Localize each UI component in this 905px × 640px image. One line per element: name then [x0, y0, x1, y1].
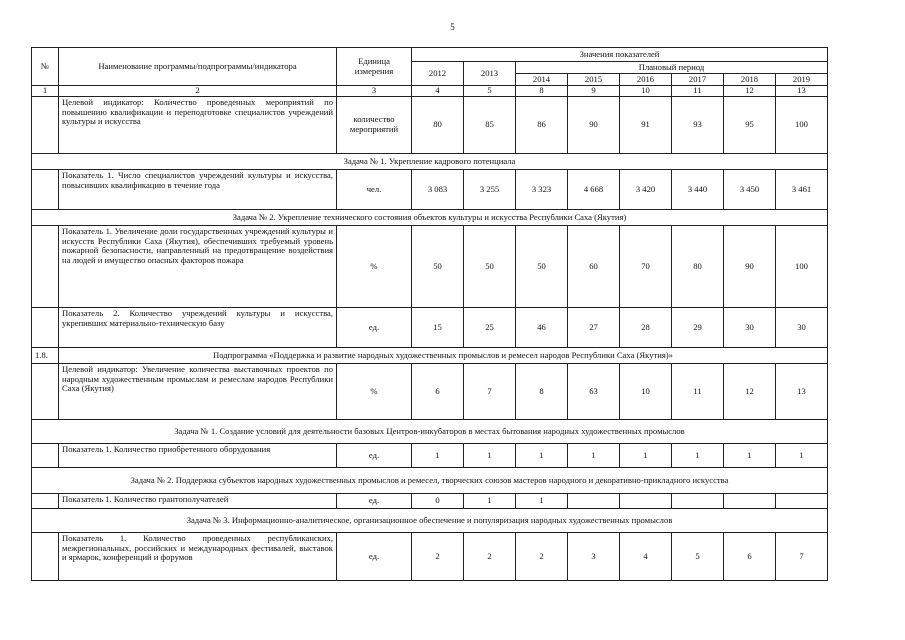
indicator-name: Показатель 1. Количество проведенных республиканских, межрегиональных, российских и международных фестивалей, выставок и ярмарок, конференций и форумов: [59, 533, 337, 581]
task-row: [32, 210, 828, 226]
subprogram-row: [32, 348, 828, 364]
row-number: [32, 533, 59, 581]
row-number: [32, 444, 59, 468]
indicator-row: [32, 97, 828, 154]
indicator-value: 15: [412, 308, 464, 348]
task-row: [32, 468, 828, 494]
indicator-value: 1: [568, 444, 620, 468]
indicator-value: 1: [516, 494, 568, 509]
col-number: 11: [672, 86, 724, 97]
indicator-row: [32, 444, 828, 468]
col-number: 1: [32, 86, 59, 97]
indicator-value: 6: [412, 364, 464, 420]
indicator-value: 8: [516, 364, 568, 420]
indicator-value: 11: [672, 364, 724, 420]
indicator-value: 95: [724, 97, 776, 154]
indicator-name: Показатель 1. Количество приобретенного оборудования: [59, 444, 337, 468]
header-unit: Единица измерения: [337, 48, 412, 86]
header-planned: Плановый период: [516, 62, 828, 74]
indicator-name: Показатель 1. Увеличение доли государственных учреждений культуры и искусств Республики Саха (Якутия), обеспечивших требуемый уровень пожарной безопасности, направленный на предотвращение воздействия на людей и имущество опасных факторов пожара: [59, 226, 337, 308]
col-number: 8: [516, 86, 568, 97]
header-year: 2017: [672, 74, 724, 86]
indicator-value: 4 668: [568, 170, 620, 210]
indicator-unit: ед.: [337, 308, 412, 348]
indicator-value: 10: [620, 364, 672, 420]
indicator-value: 50: [516, 226, 568, 308]
col-number: 10: [620, 86, 672, 97]
indicator-value: 28: [620, 308, 672, 348]
indicator-value: 27: [568, 308, 620, 348]
indicator-value: 80: [412, 97, 464, 154]
indicator-value: 63: [568, 364, 620, 420]
indicator-value: 13: [776, 364, 828, 420]
indicator-value: 100: [776, 97, 828, 154]
indicator-value: [620, 494, 672, 509]
indicator-value: 85: [464, 97, 516, 154]
indicator-value: 1: [776, 444, 828, 468]
task-title: Задача № 2. Укрепление технического состояния объектов культуры и искусства Республики Саха (Якутия): [32, 210, 828, 226]
indicator-value: 3: [568, 533, 620, 581]
indicator-row: [32, 364, 828, 420]
indicator-value: 60: [568, 226, 620, 308]
indicator-value: 1: [464, 494, 516, 509]
indicator-value: 25: [464, 308, 516, 348]
row-number: [32, 494, 59, 509]
header-year: 2018: [724, 74, 776, 86]
row-number: [32, 170, 59, 210]
col-number: 12: [724, 86, 776, 97]
subprogram-title: Подпрограмма «Поддержка и развитие народных художественных промыслов и ремесел народов Республики Саха (Якутия)»: [59, 348, 828, 364]
task-row: [32, 154, 828, 170]
indicator-row: [32, 226, 828, 308]
indicator-value: 93: [672, 97, 724, 154]
indicator-value: 3 255: [464, 170, 516, 210]
indicator-value: 0: [412, 494, 464, 509]
header-year: 2014: [516, 74, 568, 86]
indicator-value: 2: [516, 533, 568, 581]
indicator-value: 7: [776, 533, 828, 581]
indicator-name: Целевой индикатор: Количество проведенных мероприятий по повышению квалификации и переподготовке специалистов учреждений культуры и искусства: [59, 97, 337, 154]
col-number: 3: [337, 86, 412, 97]
indicator-value: 1: [412, 444, 464, 468]
indicator-value: 3 461: [776, 170, 828, 210]
header-num: №: [32, 48, 59, 86]
indicator-value: 50: [412, 226, 464, 308]
header-name: Наименование программы/подпрограммы/индикатора: [59, 48, 337, 86]
indicator-value: 3 083: [412, 170, 464, 210]
page-number: 5: [450, 22, 455, 32]
indicator-value: [568, 494, 620, 509]
indicator-value: 90: [724, 226, 776, 308]
indicator-value: [672, 494, 724, 509]
indicator-value: 29: [672, 308, 724, 348]
header-year: 2016: [620, 74, 672, 86]
indicator-value: 2: [464, 533, 516, 581]
indicator-value: 70: [620, 226, 672, 308]
task-title: Задача № 1. Укрепление кадрового потенциала: [32, 154, 828, 170]
col-number: 13: [776, 86, 828, 97]
row-number: [32, 308, 59, 348]
indicator-name: Целевой индикатор: Увеличение количества выставочных проектов по народным художественным промыслам и ремеслам народов Республики Саха (Якутия): [59, 364, 337, 420]
header-values: Значения показателей: [412, 48, 828, 62]
task-title: Задача № 3. Информационно-аналитическое, организационное обеспечение и популяризация народных художественных промыслов: [32, 509, 828, 533]
indicator-value: 30: [776, 308, 828, 348]
indicator-unit: ед.: [337, 494, 412, 509]
indicator-value: 100: [776, 226, 828, 308]
indicator-value: 1: [724, 444, 776, 468]
row-number: [32, 364, 59, 420]
row-number: [32, 97, 59, 154]
indicator-value: 50: [464, 226, 516, 308]
indicator-value: 3 323: [516, 170, 568, 210]
col-number: 5: [464, 86, 516, 97]
indicator-unit: чел.: [337, 170, 412, 210]
indicator-unit: ед.: [337, 444, 412, 468]
indicator-name: Показатель 1. Количество грантополучателей: [59, 494, 337, 509]
indicator-value: 86: [516, 97, 568, 154]
indicator-unit: %: [337, 226, 412, 308]
indicator-value: 12: [724, 364, 776, 420]
col-number: 9: [568, 86, 620, 97]
indicator-row: [32, 494, 828, 509]
indicator-name: Показатель 2. Количество учреждений культуры и искусства, укрепивших материально-техническую базу: [59, 308, 337, 348]
header-year: 2013: [464, 62, 516, 86]
indicator-value: 4: [620, 533, 672, 581]
indicator-value: 91: [620, 97, 672, 154]
row-number: 1.8.: [32, 348, 59, 364]
indicator-unit: количество мероприятий: [337, 97, 412, 154]
indicator-value: 3 450: [724, 170, 776, 210]
indicator-value: [724, 494, 776, 509]
indicator-value: 6: [724, 533, 776, 581]
indicator-value: 3 420: [620, 170, 672, 210]
indicator-value: 5: [672, 533, 724, 581]
task-title: Задача № 1. Создание условий для деятельности базовых Центров-инкубаторов в местах бытования народных художественных промыслов: [32, 420, 828, 444]
indicator-row: [32, 170, 828, 210]
col-number: 2: [59, 86, 337, 97]
indicators-table: [31, 47, 828, 581]
task-title: Задача № 2. Поддержка субъектов народных художественных промыслов и ремесел, творческих союзов мастеров народного и декоративно-прикладного искусства: [32, 468, 828, 494]
col-number: 4: [412, 86, 464, 97]
header-year: 2012: [412, 62, 464, 86]
indicator-unit: ед.: [337, 533, 412, 581]
indicator-value: 1: [516, 444, 568, 468]
indicator-value: 3 440: [672, 170, 724, 210]
indicator-value: 46: [516, 308, 568, 348]
indicator-value: 1: [464, 444, 516, 468]
indicator-name: Показатель 1. Число специалистов учреждений культуры и искусства, повысивших квалификацию в течение года: [59, 170, 337, 210]
indicator-row: [32, 308, 828, 348]
indicator-value: 7: [464, 364, 516, 420]
header-year: 2019: [776, 74, 828, 86]
indicator-value: 2: [412, 533, 464, 581]
indicator-unit: %: [337, 364, 412, 420]
indicator-value: 1: [620, 444, 672, 468]
task-row: [32, 420, 828, 444]
indicator-value: 90: [568, 97, 620, 154]
indicator-value: 1: [672, 444, 724, 468]
row-number: [32, 226, 59, 308]
task-row: [32, 509, 828, 533]
indicator-value: 30: [724, 308, 776, 348]
indicator-value: [776, 494, 828, 509]
indicator-value: 80: [672, 226, 724, 308]
header-year: 2015: [568, 74, 620, 86]
indicator-row: [32, 533, 828, 581]
